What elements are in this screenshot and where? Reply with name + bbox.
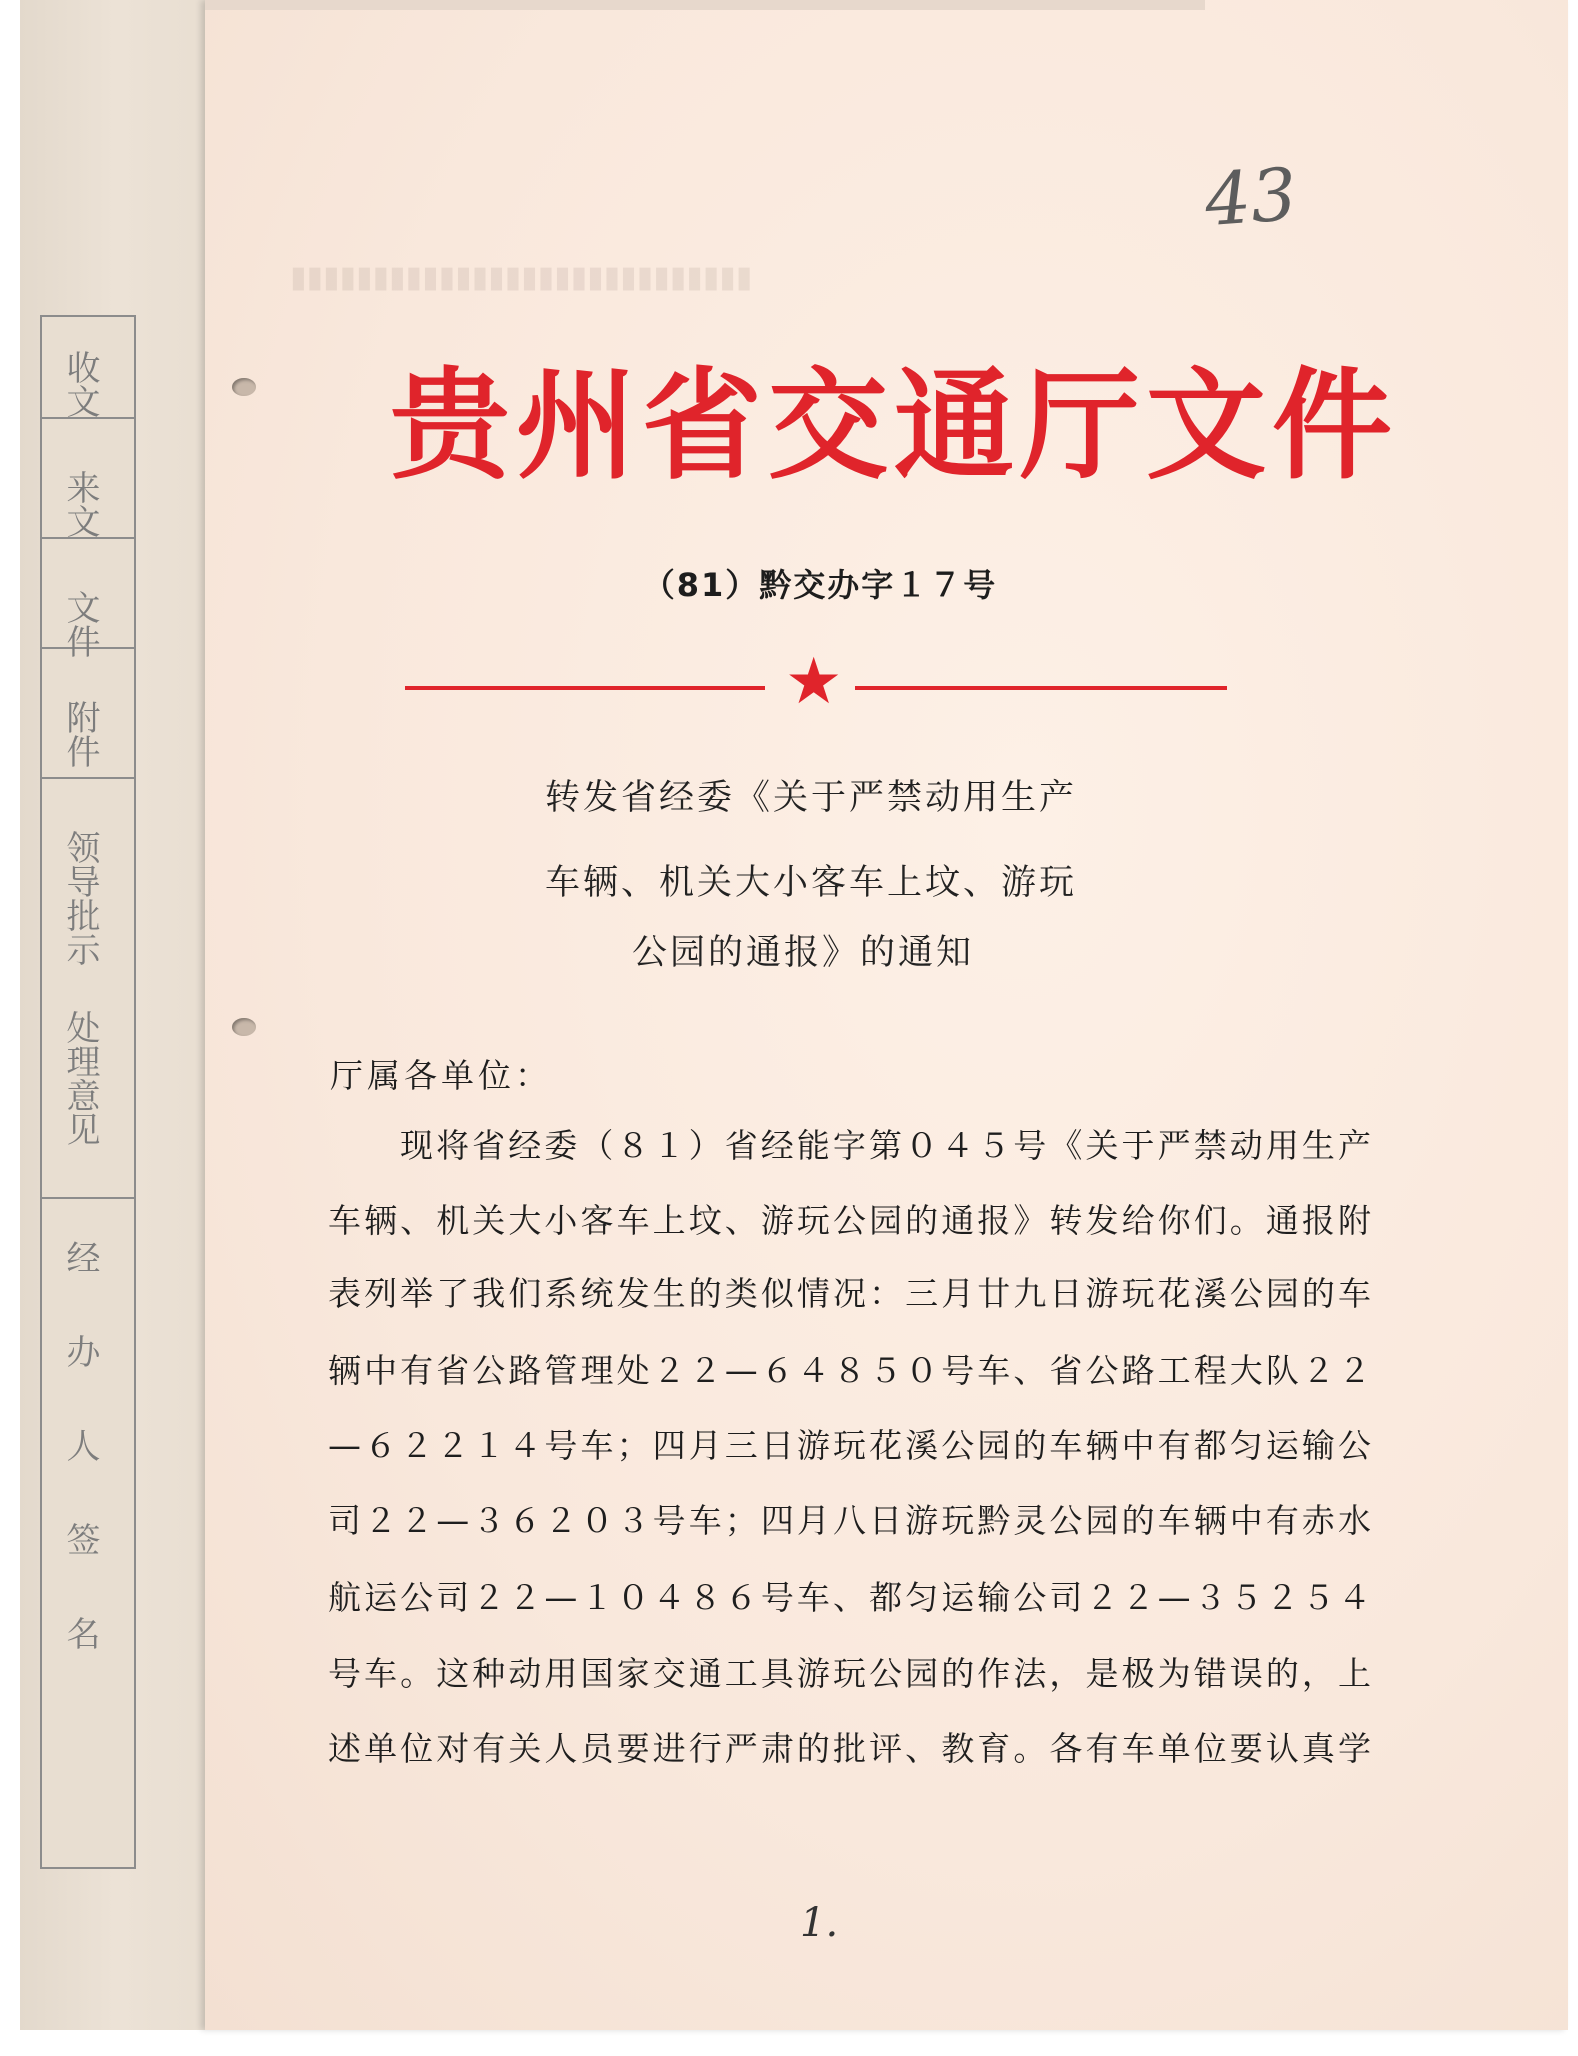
- red-divider-right: [855, 686, 1227, 690]
- body-line: 车辆、机关大小客车上坟、游玩公园的通报》转发给你们。通报附: [328, 1201, 1373, 1240]
- strip-label-receive: 收文: [60, 350, 100, 418]
- salutation: 厅属各单位：: [330, 1056, 552, 1095]
- strip-label-instructions: 领导批示: [60, 830, 100, 966]
- page-footer-number: 1.: [800, 1900, 839, 1946]
- punch-hole: [232, 1018, 256, 1036]
- page-fold: [205, 0, 1205, 10]
- body-line: 辆中有省公路管理处２２—６４８５０号车、省公路工程大队２２: [328, 1351, 1373, 1390]
- red-star-icon: ★: [785, 645, 843, 719]
- title-line: 公园的通报》的通知: [632, 933, 975, 973]
- strip-label-signature: 经办人签名: [60, 1240, 100, 1710]
- body-line: 司２２—３６２０３号车；四月八日游玩黔灵公园的车辆中有赤水: [328, 1501, 1373, 1540]
- bleed-through-text: ▮▮▮▮▮▮▮▮▮▮▮▮▮▮▮▮▮▮▮▮▮▮▮▮▮▮▮▮: [290, 260, 753, 295]
- strip-label-attachment: 附件: [60, 700, 100, 768]
- body-line: 航运公司２２—１０４８６号车、都匀运输公司２２—３５２５４: [328, 1578, 1373, 1617]
- handwritten-page-number: 43: [1202, 151, 1300, 243]
- strip-label-incoming: 来文: [60, 470, 100, 538]
- punch-hole: [232, 378, 256, 396]
- red-divider-left: [405, 686, 765, 690]
- strip-label-opinion: 处理意见: [60, 1010, 100, 1146]
- body-line: 号车。这种动用国家交通工具游玩公园的作法，是极为错误的，上: [328, 1654, 1373, 1693]
- body-line: 述单位对有关人员要进行严肃的批评、教育。各有车单位要认真学: [328, 1729, 1373, 1768]
- title-line: 转发省经委《关于严禁动用生产: [545, 778, 1078, 818]
- title-line: 车辆、机关大小客车上坟、游玩: [545, 863, 1078, 903]
- body-line: —６２２１４号车；四月三日游玩花溪公园的车辆中有都匀运输公: [328, 1426, 1373, 1465]
- body-line: 现将省经委（８１）省经能字第０４５号《关于严禁动用生产: [400, 1126, 1373, 1165]
- strip-label-document: 文件: [60, 590, 100, 658]
- document-masthead: 贵州省交通厅文件: [390, 355, 1398, 496]
- document-number: （81）黔交办字１７号: [642, 566, 998, 604]
- body-line: 表列举了我们系统发生的类似情况：三月廿九日游玩花溪公园的车: [328, 1274, 1373, 1313]
